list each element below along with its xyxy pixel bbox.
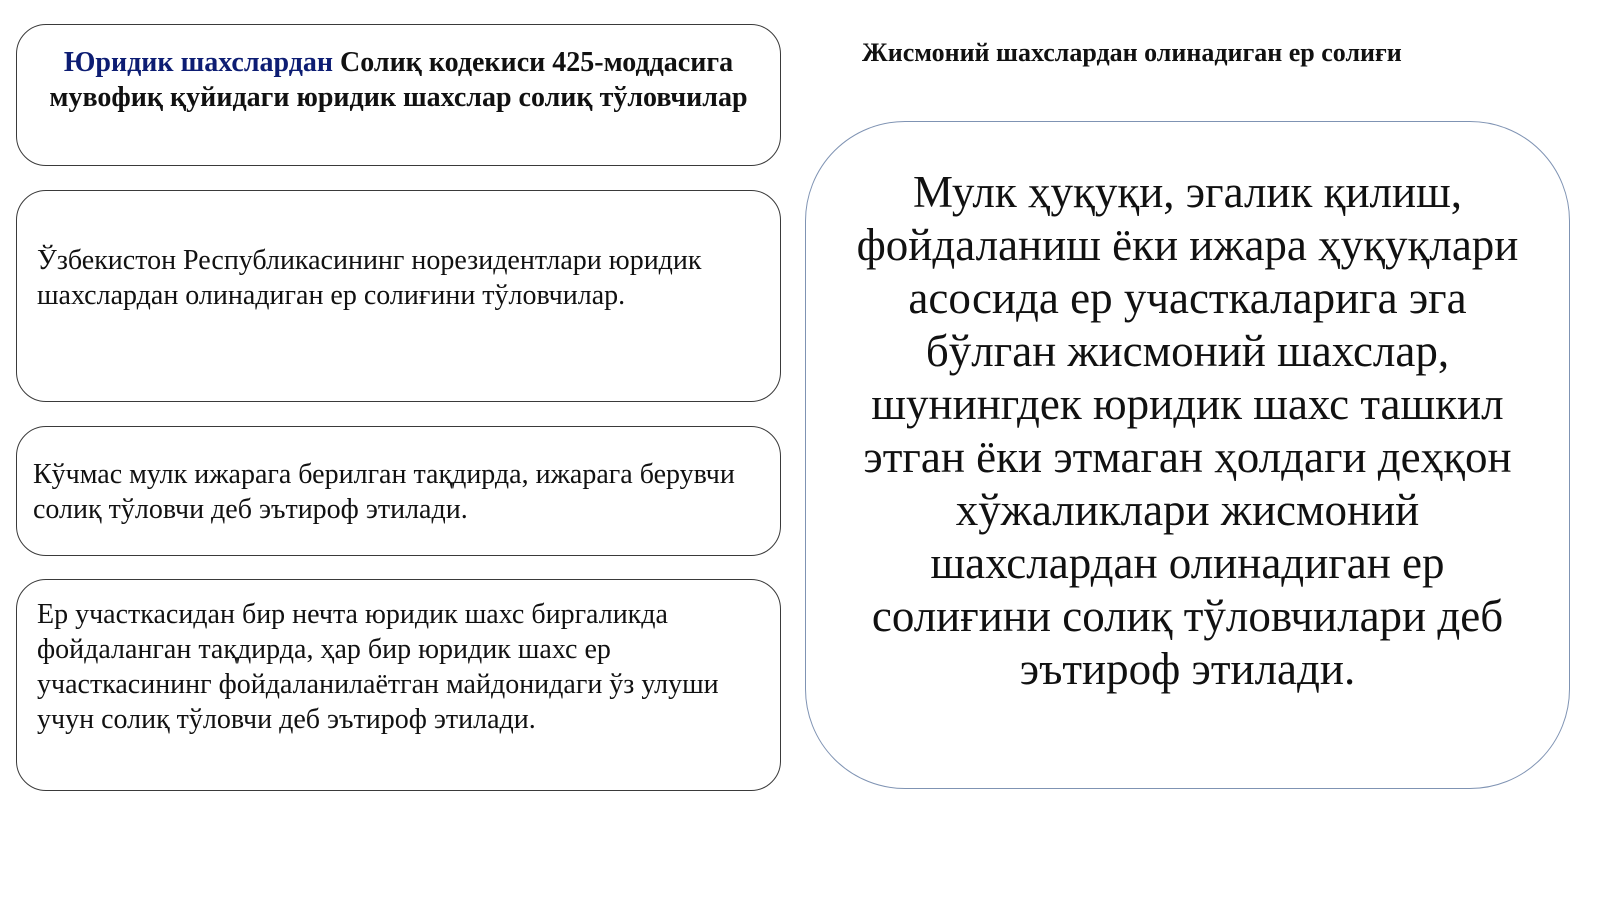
nonresident-taxpayers-box — [16, 190, 781, 402]
lease-taxpayer-box — [16, 426, 781, 556]
individuals-taxpayers-text: Мулк ҳуқуқи, эгалик қилиш, фойдаланиш ёки ижара ҳуқуқлари асосида ер участкаларига эга бўлган жисмоний шахслар, шунингдек юридик шахс ташкил этган ёки этмаган ҳолдаги деҳқон хўжаликлари жисмоний шахслардан олинадиган ер солиғини солиқ тўловчилари деб эътироф этилади. — [856, 167, 1519, 694]
shared-land-taxpayer-box — [16, 579, 781, 791]
individuals-land-tax-heading: Жисмоний шахслардан олинадиган ер солиғи — [862, 38, 1402, 67]
legal-entities-title-text: Солиқ кодекиси 425-моддасига мувофиқ қуйидаги юридик шахслар солиқ тўловчилар — [49, 47, 748, 113]
individuals-taxpayers-box — [805, 121, 1570, 789]
legal-entities-title-accent: Юридик шахслардан — [63, 47, 334, 78]
nonresident-taxpayers-text: Ўзбекистон Республикасининг норезидентлари юридик шахслардан олинадиган ер солиғини тўловчилар. — [37, 245, 702, 311]
legal-entities-title-box — [16, 24, 781, 166]
shared-land-taxpayer-text: Ер участкасидан бир нечта юридик шахс биргаликда фойдаланган тақдирда, ҳар бир юридик шахс ер участкасининг фойдаланилаётган майдонидаги ўз улуши учун солиқ тўловчи деб эътироф этилади. — [37, 599, 719, 735]
lease-taxpayer-text: Кўчмас мулк ижарага берилган тақдирда, ижарага берувчи солиқ тўловчи деб эътироф этилади. — [33, 459, 735, 525]
